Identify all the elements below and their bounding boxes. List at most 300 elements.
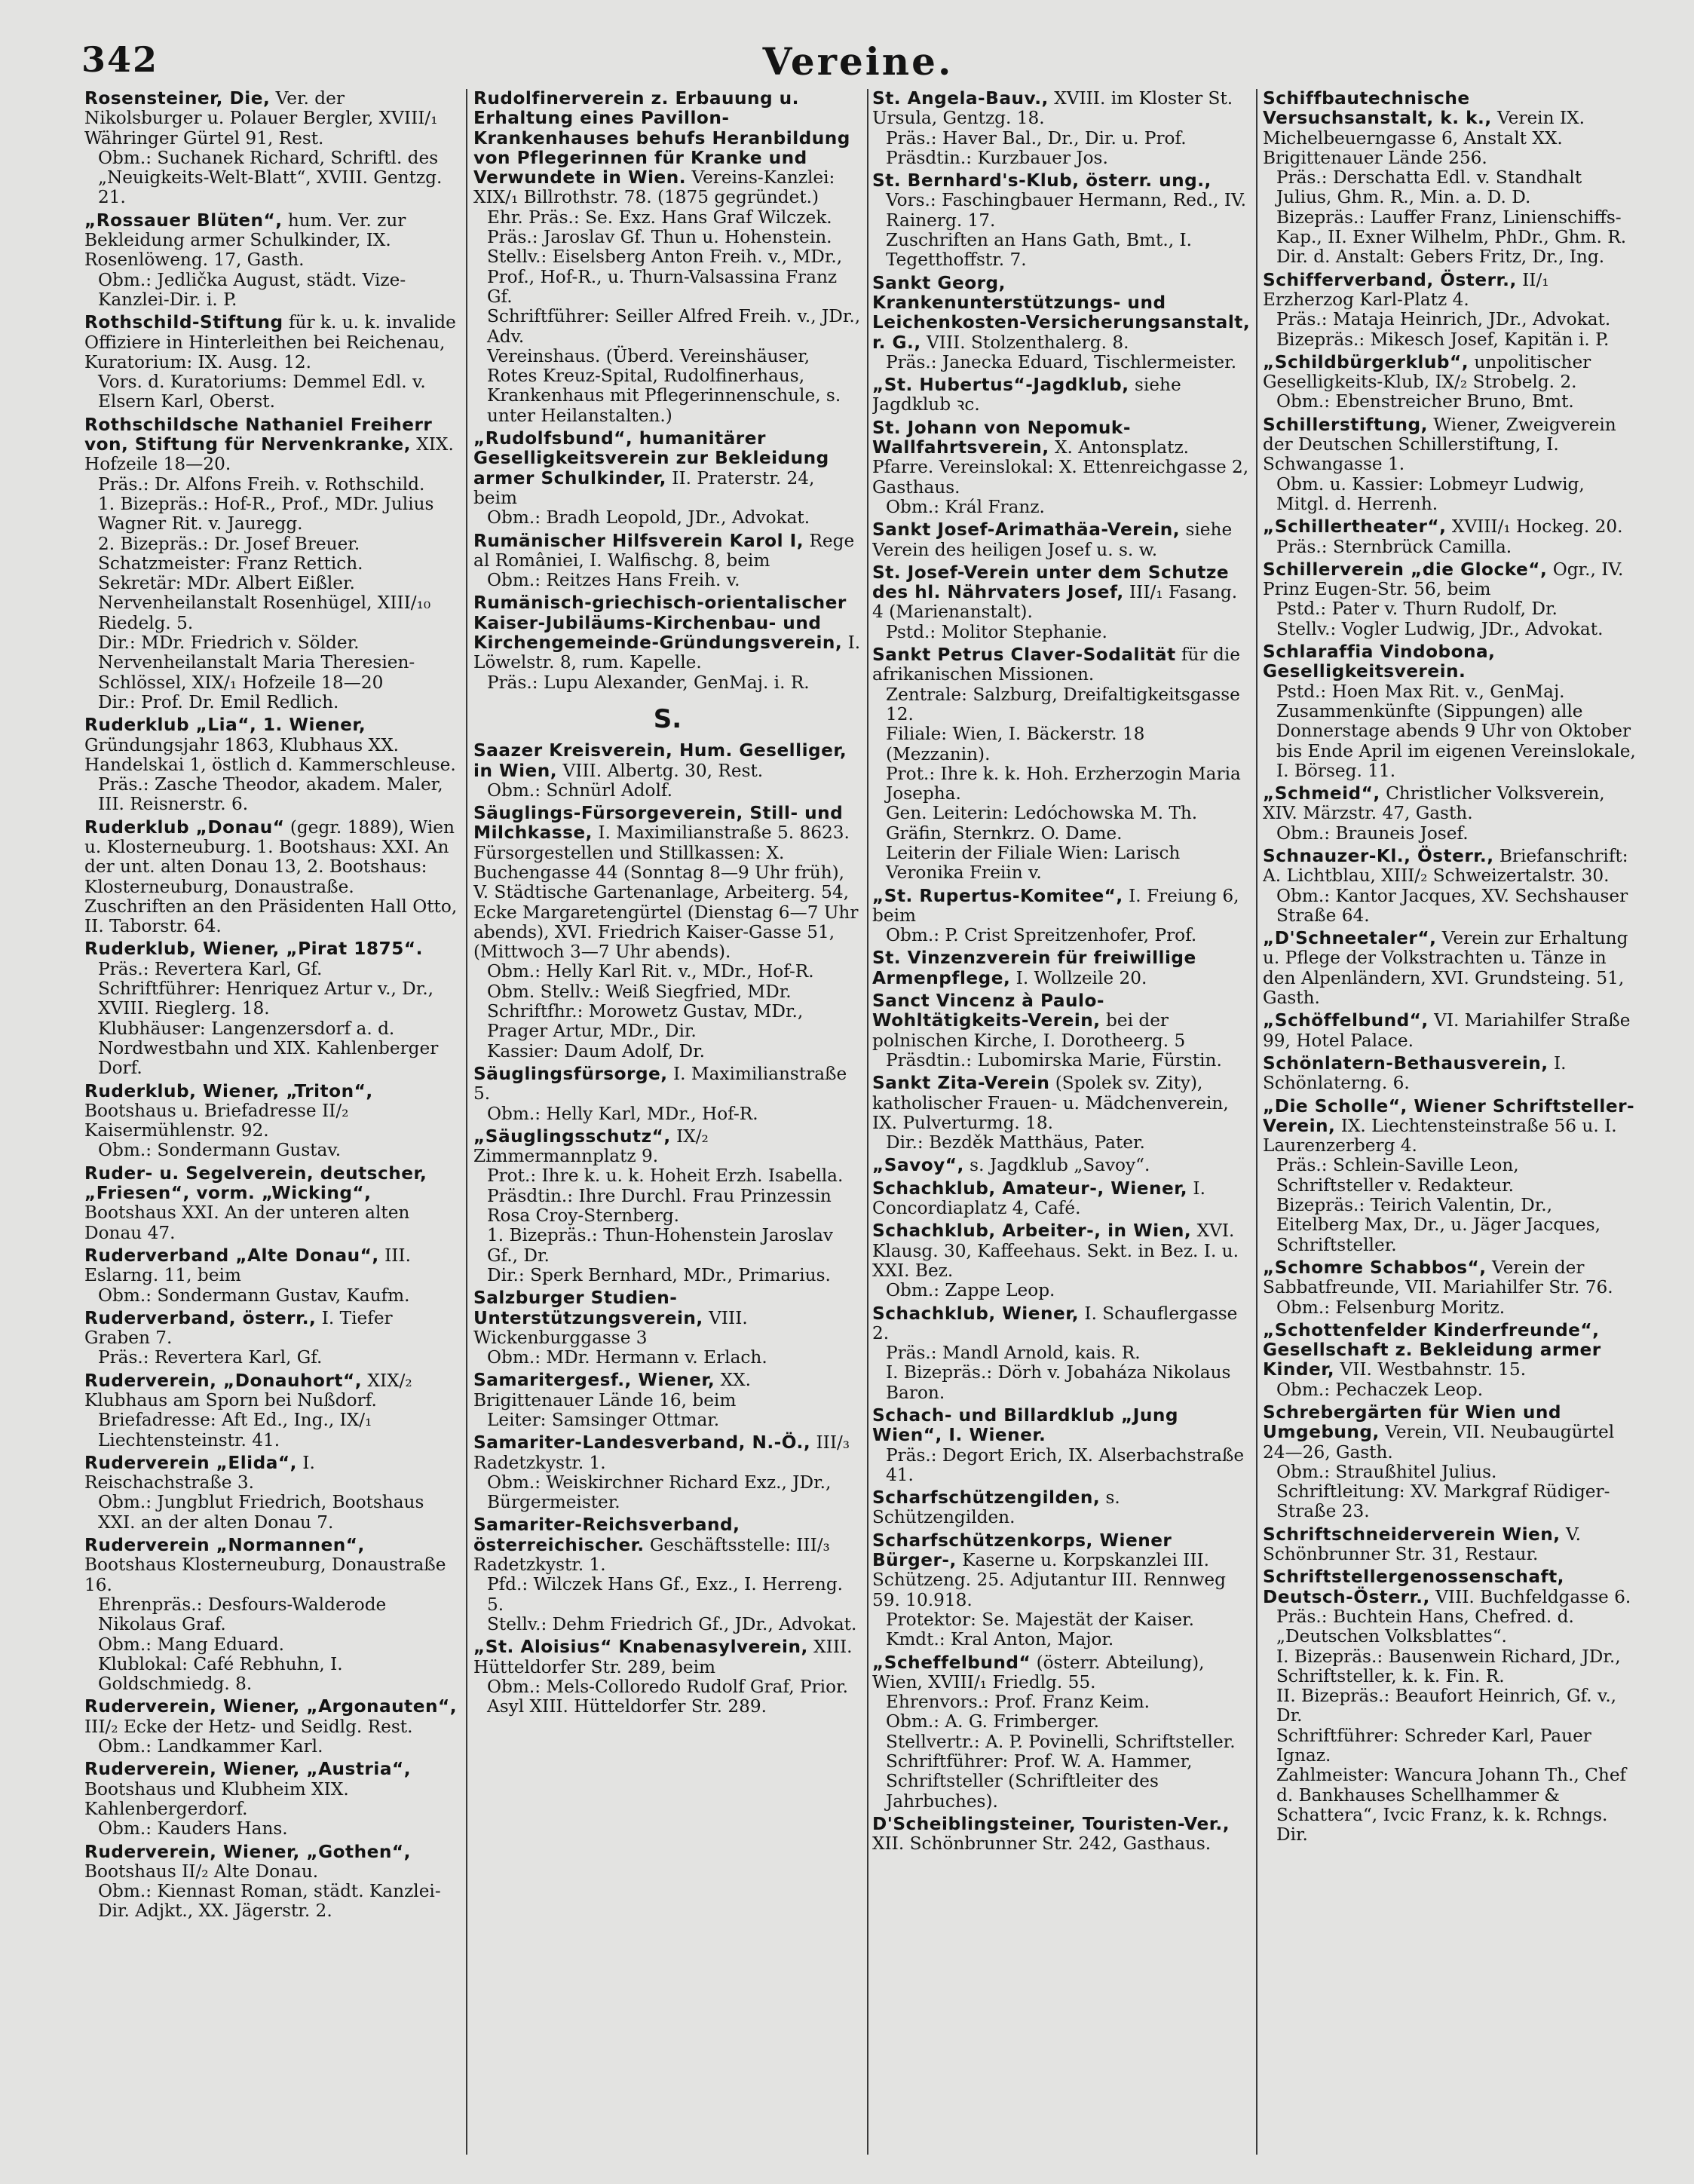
- entry-text: Vereins-Kanzlei: XIX/₁ Billrothstr. 78. (1875 gegründet.): [473, 167, 835, 208]
- entry-detail: Ehr. Präs.: Se. Exz. Hans Graf Wilczek.: [487, 207, 832, 228]
- entry-detail: Präs.: Lupu Alexander, GenMaj. i. R.: [487, 672, 810, 693]
- directory-entry: [872, 948, 1253, 988]
- directory-entry: [1263, 517, 1640, 557]
- entry-detail: Protektor: Se. Majestät der Kaiser.: [886, 1609, 1194, 1630]
- entry-detail: Gen. Leiterin: Ledóchowska M. Th. Gräfin, Sternkrz. O. Dame.: [886, 803, 1198, 844]
- entry-title: Schachklub, Arbeiter-, in Wien,: [872, 1221, 1192, 1242]
- directory-entry: [1263, 1054, 1640, 1094]
- entry-detail: Obm.: Straußhitel Julius.: [1276, 1461, 1497, 1482]
- entry-title: „Schillertheater“,: [1263, 516, 1447, 538]
- entry-detail: 1. Bizepräs.: Hof-R., Prof., MDr. Julius Wagner Rit. v. Jauregg.: [98, 493, 434, 535]
- column-2: [473, 89, 862, 2170]
- entry-detail: Pstd.: Molitor Stephanie.: [886, 621, 1107, 642]
- entry-title: D'Scheiblingsteiner, Touristen-Ver.,: [872, 1813, 1230, 1834]
- entry-title: Ruderverein, Wiener, „Argonauten“,: [84, 1696, 458, 1717]
- directory-entry: [84, 211, 461, 310]
- entry-title: Rothschild-Stiftung: [84, 312, 283, 333]
- entry-text: VIII. Albertg. 30, Rest.: [562, 760, 764, 781]
- entry-detail: Obm.: Suchanek Richard, Schriftl. des „Neuigkeits-Welt-Blatt“, XVIII. Gentzg. 21.: [98, 147, 443, 208]
- entry-text: für k. u. k. invalide Offiziere in Hinterleithen bei Reichenau, Kuratorium: IX. Ausg. 12.: [84, 312, 456, 372]
- entry-text: Bootshaus Klosterneuburg, Donaustraße 16.: [84, 1555, 446, 1595]
- entry-title: Ruderklub, Wiener, „Pirat 1875“.: [84, 939, 423, 960]
- column-4: [1263, 89, 1640, 2170]
- entry-text: XIII. Hütteldorfer Str. 289, beim: [473, 1637, 853, 1677]
- entry-text: XII. Schönbrunner Str. 242, Gasthaus.: [872, 1833, 1212, 1855]
- entry-title: „Säuglingsschutz“,: [473, 1126, 671, 1147]
- entry-title: Schifferverband, Österr.,: [1263, 269, 1517, 290]
- entry-detail: Prot.: Ihre k. u. k. Hoheit Erzh. Isabella.: [487, 1166, 844, 1187]
- entry-detail: Dir.: Prof. Dr. Emil Redlich.: [98, 691, 339, 712]
- entry-detail: Briefadresse: Aft Ed., Ing., IX/₁ Liechtensteinstr. 41.: [98, 1410, 372, 1450]
- entry-text: I. Concordiaplatz 4, Café.: [872, 1178, 1205, 1219]
- directory-entry: [473, 593, 862, 692]
- directory-entry: [473, 804, 862, 1061]
- directory-entry: [1263, 1321, 1640, 1400]
- directory-entry: [473, 741, 862, 801]
- entry-text: Verein, VII. Neubaugürtel 24—26, Gasth.: [1263, 1422, 1615, 1463]
- entry-detail: Pstd.: Hoen Max Rit. v., GenMaj.: [1276, 681, 1565, 702]
- directory-entry: [872, 1156, 1253, 1175]
- directory-entry: [872, 563, 1253, 642]
- entry-title: „St. Hubertus“-Jagdklub,: [872, 375, 1129, 396]
- entry-detail: Obm.: P. Crist Spreitzenhofer, Prof.: [886, 925, 1197, 946]
- entry-detail: Dir. d. Anstalt: Gebers Fritz, Dr., Ing.: [1276, 247, 1605, 268]
- entry-text: III. Eslarng. 11, beim: [84, 1245, 411, 1286]
- entry-text: Rege al României, I. Walfischg. 8, beim: [473, 530, 855, 571]
- entry-detail: Obm.: Sondermann Gustav, Kaufm.: [98, 1285, 410, 1306]
- entry-title: St. Vinzenzverein für freiwillige Armenpflege,: [872, 948, 1196, 988]
- directory-entry: [872, 991, 1253, 1071]
- directory-entry: [872, 887, 1253, 946]
- entry-detail: Obm.: Felsenburg Moritz.: [1276, 1297, 1506, 1318]
- directory-entry: [84, 313, 461, 412]
- entry-title: St. Angela-Bauv.,: [872, 89, 1049, 109]
- entry-title: Salzburger Studien-Unterstützungsverein,: [473, 1288, 703, 1328]
- directory-entry: [84, 1164, 461, 1243]
- entry-title: Rumänisch-griechisch-orientalischer Kaiser-Jubiläums-Kirchenbau- und Kirchengemeinde-Gründungsverein,: [473, 593, 847, 654]
- entry-detail: Pstd.: Pater v. Thurn Rudolf, Dr.: [1276, 599, 1558, 620]
- entry-text: I. Freiung 6, beim: [872, 885, 1239, 926]
- entry-detail: Obm.: Mels-Colloredo Rudolf Graf, Prior. Asyl XIII. Hütteldorfer Str. 289.: [487, 1676, 848, 1717]
- entry-title: „Savoy“,: [872, 1155, 964, 1176]
- directory-entry: [84, 1371, 461, 1450]
- entry-text: II/₁ Erzherzog Karl-Platz 4.: [1263, 269, 1549, 310]
- directory-entry: [1263, 847, 1640, 926]
- entry-title: Sankt Georg, Krankenunterstützungs- und Leichenkosten-Versicherungsanstalt, r. G.,: [872, 272, 1251, 353]
- directory-entry: [872, 171, 1253, 270]
- entry-text: Bootshaus u. Briefadresse II/₂ Kaisermühlenstr. 92.: [84, 1100, 349, 1141]
- entry-detail: Schriftfhr.: Morowetz Gustav, MDr., Prager Artur, MDr., Dir.: [487, 1001, 804, 1042]
- directory-entry: [84, 1842, 461, 1922]
- entry-detail: Obm.: Kauders Hans.: [98, 1818, 288, 1839]
- directory-entry: [84, 1697, 461, 1757]
- entry-title: Ruderverein „Elida“,: [84, 1452, 297, 1473]
- entry-text: VIII. Wickenburggasse 3: [473, 1307, 748, 1348]
- entry-detail: Präsdtin.: Lubomirska Marie, Fürstin.: [886, 1049, 1222, 1071]
- entry-detail: Präs.: Buchtein Hans, Chefred. d. „Deutschen Volksblattes“.: [1276, 1606, 1574, 1647]
- entry-title: Schach- und Billardklub „Jung Wien“, I. Wiener.: [872, 1405, 1178, 1446]
- entry-detail: Obm. u. Kassier: Lobmeyr Ludwig, Mitgl. d. Herrenh.: [1276, 473, 1585, 514]
- entry-title: Schriftschneiderverein Wien,: [1263, 1524, 1561, 1545]
- entry-text: V. Schönbrunner Str. 31, Restaur.: [1263, 1524, 1582, 1565]
- directory-entry: [1263, 929, 1640, 1008]
- entry-detail: Schriftleitung: XV. Markgraf Rüdiger-Straße 23.: [1276, 1481, 1610, 1522]
- entry-detail: Obm.: Helly Karl Rit. v., MDr., Hof-R.: [487, 961, 814, 982]
- entry-title: Rudolfinerverein z. Erbauung u. Erhaltung eines Pavillon-Krankenhauses behufs Heranbildung von Pflegerinnen für Kranke und Verwundete in Wien.: [473, 89, 850, 188]
- entry-detail: Obm.: Jedlička August, städt. Vize-Kanzlei-Dir. i. P.: [98, 269, 406, 310]
- directory-entry: [872, 1074, 1253, 1153]
- entry-title: Sankt Petrus Claver-Sodalität: [872, 645, 1176, 666]
- entry-text: II. Praterstr. 24, beim: [473, 467, 815, 508]
- directory-entry: [84, 1536, 461, 1694]
- entry-detail: Pfd.: Wilczek Hans Gf., Exz., I. Herreng. 5.: [487, 1574, 844, 1615]
- entry-title: „Schmeid“,: [1263, 783, 1380, 804]
- entry-detail: Obm.: Schnürl Adolf.: [487, 780, 673, 801]
- entry-text: III/₁ Fasang. 4 (Marienanstalt).: [872, 582, 1238, 623]
- entry-text: Christlicher Volksverein, XIV. Märzstr. 47, Gasth.: [1263, 783, 1605, 824]
- running-head: Vereine.: [762, 39, 954, 84]
- entry-text: I. Maximilianstraße 5. 8623. Fürsorgestellen und Stillkassen: X. Buchengasse 44 (Sonntag 8—9 Uhr früh), V. Städtische Gartenanlage, Arbeiterg. 54, Ecke Margaretengürtel (Dienstag 6—7 Uhr abends), XVI. Friedrich Kaiser-Gasse 51, (Mittwoch 3—7 Uhr abends).: [473, 822, 859, 963]
- entry-detail: Obm.: Ebenstreicher Bruno, Bmt.: [1276, 391, 1574, 412]
- entry-detail: Stellv.: Vogler Ludwig, JDr., Advokat.: [1276, 618, 1604, 639]
- entry-detail: Präs.: Zasche Theodor, akadem. Maler, III. Reisnerstr. 6.: [98, 774, 443, 815]
- entry-detail: Dir.: MDr. Friedrich v. Sölder.: [98, 633, 360, 654]
- entry-detail: Klubhäuser: Langenzersdorf a. d. Nordwestbahn und XIX. Kahlenberger Dorf.: [98, 1018, 439, 1079]
- directory-entry: [872, 1531, 1253, 1650]
- entry-detail: Nervenheilanstalt Maria Theresien-Schlössel, XIX/₁ Hofzeile 18—20: [98, 652, 415, 693]
- section-letter: S.: [653, 703, 682, 734]
- entry-text: Briefanschrift: A. Lichtblau, XIII/₂ Schweizertalstr. 30.: [1263, 845, 1628, 887]
- entry-detail: Zentrale: Salzburg, Dreifaltigkeitsgasse 12.: [886, 684, 1240, 724]
- entry-detail: Präsdtin.: Kurzbauer Jos.: [886, 147, 1108, 168]
- entry-detail: Obm. Stellv.: Weiß Siegfried, MDr.: [487, 981, 792, 1002]
- entry-detail: Präs.: Dr. Alfons Freih. v. Rothschild.: [98, 473, 425, 495]
- directory-entry: [1263, 1097, 1640, 1255]
- entry-detail: Schriftführer: Prof. W. A. Hammer, Schriftsteller (Schriftleiter des Jahrbuches).: [886, 1751, 1193, 1812]
- entry-detail: Stellvertr.: A. P. Povinelli, Schriftsteller.: [886, 1731, 1236, 1752]
- entry-text: VIII. Stolzenthalerg. 8.: [927, 332, 1129, 353]
- entry-title: Rumänischer Hilfsverein Karol I,: [473, 530, 804, 551]
- entry-detail: Obm.: A. G. Frimberger.: [886, 1711, 1100, 1732]
- entry-title: Säuglings-Fürsorgeverein, Still- und Milchkasse,: [473, 803, 844, 844]
- entry-detail: Bizepräs.: Lauffer Franz, Linienschiffs-Kap., II. Exner Wilhelm, PhDr., Ghm. R.: [1276, 207, 1627, 248]
- entry-detail: Ehrenpräs.: Desfours-Walderode Nikolaus Graf.: [98, 1594, 387, 1635]
- directory-entry: [1263, 271, 1640, 350]
- entry-text: I. Wollzeile 20.: [1015, 967, 1147, 988]
- entry-title: Rothschildsche Nathaniel Freiherr von, Stiftung für Nervenkranke,: [84, 414, 433, 455]
- entry-title: Ruderklub, Wiener, „Triton“,: [84, 1080, 373, 1101]
- directory-entry: [473, 1515, 862, 1634]
- entry-title: Schnauzer-Kl., Österr.,: [1263, 845, 1494, 866]
- entry-detail: Ehrenvors.: Prof. Franz Keim.: [886, 1692, 1150, 1713]
- entry-title: St. Josef-Verein unter dem Schutze des hl. Nährvaters Josef,: [872, 562, 1230, 603]
- directory-entry: [1263, 1258, 1640, 1318]
- entry-detail: Zusammenkünfte (Sippungen) alle Donnerstage abends 9 Uhr von Oktober bis Ende April im eigenen Vereinslokale, I. Börseg. 11.: [1276, 700, 1636, 781]
- directory-entry: [1263, 1403, 1640, 1522]
- entry-detail: Obm.: Jungblut Friedrich, Bootshaus XXI. an der alten Donau 7.: [98, 1492, 424, 1533]
- entry-detail: Präs.: Degort Erich, IX. Alserbachstraße 41.: [886, 1444, 1245, 1485]
- directory-entry: [473, 1637, 862, 1717]
- directory-entry: [872, 1221, 1253, 1300]
- entry-title: Ruderverein, Wiener, „Austria“,: [84, 1759, 412, 1780]
- entry-detail: Obm.: Weiskirchner Richard Exz., JDr., Bürgermeister.: [487, 1472, 832, 1513]
- entry-title: Scharfschützenkorps, Wiener Bürger-,: [872, 1530, 1172, 1571]
- entry-text: I. Tiefer Graben 7.: [84, 1307, 393, 1349]
- entry-detail: Leiter: Samsinger Ottmar.: [487, 1410, 720, 1430]
- entry-text: hum. Ver. zur Bekleidung armer Schulkinder, IX. Rosenlöweng. 17, Gasth.: [84, 210, 406, 271]
- entry-title: Ruderverein, Wiener, „Gothen“,: [84, 1841, 411, 1862]
- entry-detail: Kassier: Daum Adolf, Dr.: [487, 1040, 706, 1061]
- entry-detail: Obm.: Král Franz.: [886, 496, 1045, 517]
- entry-text: Verein der Sabbatfreunde, VII. Mariahilfer Str. 76.: [1263, 1257, 1613, 1298]
- column-3: [872, 89, 1253, 2170]
- entry-title: „Rudolfsbund“, humanitärer Geselligkeitsverein zur Bekleidung armer Schulkinder,: [473, 428, 829, 489]
- entry-detail: Schatzmeister: Franz Rettich.: [98, 553, 363, 574]
- directory-entry: [1263, 89, 1640, 268]
- entry-title: „Schomre Schabbos“,: [1263, 1257, 1487, 1278]
- entry-text: VII. Westbahnstr. 15.: [1340, 1359, 1527, 1380]
- entry-detail: Präs.: Jaroslav Gf. Thun u. Hohenstein.: [487, 227, 832, 248]
- entry-title: „D'Schneetaler“,: [1263, 928, 1437, 949]
- entry-text: Verein IX. Michelbeuerngasse 6, Anstalt XX. Brigittenauer Lände 256.: [1263, 108, 1585, 168]
- entry-title: Ruderverband „Alte Donau“,: [84, 1245, 379, 1266]
- entry-detail: Filiale: Wien, I. Bäckerstr. 18 (Mezzanin).: [886, 724, 1145, 764]
- entry-title: „Scheffelbund“: [872, 1652, 1031, 1673]
- directory-entry: [84, 715, 461, 814]
- entry-text: unpolitischer Geselligkeits-Klub, IX/₂ Strobelg. 2.: [1263, 351, 1591, 393]
- entry-detail: 1. Bizepräs.: Thun-Hohenstein Jaroslav Gf., Dr.: [487, 1225, 834, 1266]
- entry-text: s. Jagdklub „Savoy“.: [970, 1155, 1150, 1176]
- directory-entry: [872, 1488, 1253, 1528]
- entry-text: Ver. der Nikolsburger u. Polauer Bergler, XVIII/₁ Währinger Gürtel 91, Rest.: [84, 89, 438, 149]
- entry-text: Gründungsjahr 1863, Klubhaus XX. Handelskai 1, östlich d. Kammerschleuse.: [84, 734, 456, 775]
- directory-entry: [473, 89, 862, 426]
- entry-text: I. Maximilianstraße 5.: [473, 1063, 847, 1104]
- entry-text: Kaserne u. Korpskanzlei III. Schützeng. 25. Adjutantur III. Rennweg 59. 10.918.: [872, 1550, 1226, 1610]
- entry-detail: Präs.: Janecka Eduard, Tischlermeister.: [886, 351, 1237, 372]
- directory-entry: [473, 531, 862, 591]
- entry-text: Ogr., IV. Prinz Eugen-Str. 56, beim: [1263, 559, 1624, 600]
- entry-title: Schillerstiftung,: [1263, 414, 1428, 435]
- directory-entry: [84, 89, 461, 208]
- entry-title: Sankt Zita-Verein: [872, 1073, 1050, 1094]
- entry-title: Ruderverein „Normannen“,: [84, 1535, 365, 1556]
- entry-title: Saazer Kreisverein, Hum. Geselliger, in Wien,: [473, 740, 847, 781]
- entry-text: (österr. Abteilung), Wien, XVIII/₁ Friedlg. 55.: [872, 1652, 1205, 1692]
- entry-detail: Obm.: Bradh Leopold, JDr., Advokat.: [487, 507, 810, 528]
- entry-detail: Obm.: Kiennast Roman, städt. Kanzlei-Dir. Adjkt., XX. Jägerstr. 2.: [98, 1881, 441, 1922]
- entry-text: XVIII. im Kloster St. Ursula, Gentzg. 18.: [872, 89, 1233, 129]
- directory-entry: [872, 1179, 1253, 1219]
- entry-title: Ruder- u. Segelverein, deutscher, „Friesen“, vorm. „Wicking“,: [84, 1162, 427, 1204]
- entry-detail: Obm.: Mang Eduard.: [98, 1634, 284, 1655]
- entry-title: Scharfschützengilden,: [872, 1487, 1101, 1509]
- entry-detail: 2. Bizepräs.: Dr. Josef Breuer.: [98, 533, 360, 554]
- column-rule: [466, 89, 467, 2155]
- directory-entry: [473, 1288, 862, 1368]
- entry-title: „St. Aloisius“ Knabenasylverein,: [473, 1637, 808, 1658]
- entry-title: Säuglingsfürsorge,: [473, 1063, 668, 1084]
- entry-title: Rosensteiner, Die,: [84, 89, 271, 109]
- directory-entry: [1263, 642, 1640, 781]
- directory-entry: [84, 1760, 461, 1839]
- directory-entry: [1263, 560, 1640, 639]
- entry-title: Schlaraffia Vindobona, Geselligkeitsverein.: [1263, 642, 1496, 682]
- entry-text: Verein zur Erhaltung u. Pflege der Volkstrachten u. Tänze in den Alpenländern, XVI. Grundsteing. 51, Gasth.: [1263, 928, 1628, 1009]
- entry-detail: Schriftführer: Schreder Karl, Pauer Ignaz.: [1276, 1725, 1591, 1766]
- entry-detail: Stellv.: Eiselsberg Anton Freih. v., MDr., Prof., Hof-R., u. Thurn-Valsassina Franz Gf.: [487, 247, 843, 307]
- entry-detail: Zuschriften an Hans Gath, Bmt., I. Tegetthoffstr. 7.: [886, 230, 1192, 271]
- entry-title: Samaritergesf., Wiener,: [473, 1370, 715, 1391]
- entry-detail: Präs.: Haver Bal., Dr., Dir. u. Prof.: [886, 127, 1187, 149]
- column-1: [84, 89, 461, 2170]
- directory-entry: [872, 375, 1253, 415]
- entry-title: Schachklub, Amateur-, Wiener,: [872, 1178, 1188, 1199]
- entry-detail: Obm.: Zappe Leop.: [886, 1280, 1055, 1301]
- entry-text: XVIII/₁ Hockeg. 20.: [1451, 516, 1623, 538]
- entry-detail: Obm.: Sondermann Gustav.: [98, 1140, 342, 1161]
- entry-text: s. Schützengilden.: [872, 1487, 1120, 1528]
- directory-entry: [473, 1433, 862, 1512]
- page-number: 342: [81, 39, 159, 80]
- entry-title: Ruderverein, „Donauhort“,: [84, 1370, 363, 1391]
- directory-entry: [1263, 784, 1640, 844]
- entry-text: XIX/₂ Klubhaus am Sporn bei Nußdorf.: [84, 1370, 412, 1411]
- entry-detail: I. Bizepräs.: Bausenwein Richard, JDr., Schriftsteller, k. k. Fin. R.: [1276, 1646, 1621, 1686]
- entry-detail: Nervenheilanstalt Rosenhügel, XIII/₁₀ Riedelg. 5.: [98, 593, 431, 633]
- entry-detail: Vereinshaus. (Überd. Vereinshäuser, Rotes Kreuz-Spital, Rudolfinerhaus, Krankenhaus mit Pflegerinnenschule, s. unter Heilanstalten.): [487, 345, 841, 426]
- entry-detail: Kmdt.: Kral Anton, Major.: [886, 1629, 1114, 1650]
- directory-entry: [872, 418, 1253, 517]
- entry-detail: Schriftführer: Seiller Alfred Freih. v., JDr., Adv.: [487, 306, 861, 347]
- directory-entry: [473, 1064, 862, 1124]
- entry-detail: Obm.: MDr. Hermann v. Erlach.: [487, 1347, 767, 1368]
- entry-detail: Präs.: Revertera Karl, Gf.: [98, 1347, 323, 1368]
- entry-title: Sankt Josef-Arimathäa-Verein,: [872, 519, 1181, 541]
- directory-entry: [1263, 1525, 1640, 1565]
- entry-text: (Spolek sv. Zity), katholischer Frauen- u. Mädchenverein, IX. Pulverturmg. 18.: [872, 1073, 1229, 1133]
- entry-text: VI. Mariahilfer Straße 99, Hotel Palace.: [1263, 1010, 1631, 1051]
- entry-text: Geschäftsstelle: III/₃ Radetzkystr. 1.: [473, 1534, 830, 1576]
- entry-text: XVI. Klausg. 30, Kaffeehaus. Sekt. in Bez. I. u. XXI. Bez.: [872, 1221, 1239, 1281]
- entry-detail: Obm.: Pechaczek Leop.: [1276, 1379, 1484, 1400]
- column-rule: [1256, 89, 1257, 2155]
- entry-detail: Obm.: Landkammer Karl.: [98, 1736, 323, 1757]
- directory-entry: [84, 1453, 461, 1533]
- entry-detail: Schriftführer: Henriquez Artur v., Dr., XVIII. Rieglerg. 18.: [98, 979, 434, 1019]
- directory-entry: [872, 1304, 1253, 1403]
- directory-entry: [1263, 353, 1640, 412]
- entry-detail: Präsdtin.: Ihre Durchl. Frau Prinzessin Rosa Croy-Sternberg.: [487, 1185, 832, 1227]
- entry-title: Sanct Vincenz à Paulo-Wohltätigkeits-Verein,: [872, 991, 1105, 1031]
- entry-text: Bootshaus II/₂ Alte Donau.: [84, 1861, 319, 1882]
- entry-title: Schönlatern-Bethausverein,: [1263, 1052, 1548, 1074]
- entry-detail: Bizepräs.: Mikesch Josef, Kapitän i. P.: [1276, 329, 1610, 350]
- entry-text: I. Schauflergasse 2.: [872, 1303, 1238, 1343]
- page-header: [81, 39, 1634, 84]
- entry-text: für die afrikanischen Missionen.: [872, 645, 1240, 685]
- entry-detail: Präs.: Revertera Karl, Gf.: [98, 958, 323, 979]
- directory-entry: [872, 520, 1253, 560]
- entry-text: I. Schönlaterng. 6.: [1263, 1052, 1567, 1094]
- entry-title: „St. Rupertus-Komitee“,: [872, 885, 1123, 906]
- directory-entry: [872, 645, 1253, 884]
- directory-entry: [473, 429, 862, 528]
- entry-text: X. Antonsplatz. Pfarre. Vereinslokal: X. Ettenreichgasse 2, Gasthaus.: [872, 437, 1249, 498]
- entry-text: (gegr. 1889), Wien u. Klosterneuburg. 1. Bootshaus: XXI. An der unt. alten Donau 13, 2. Bootshaus: Klosterneuburg, Donaustraße. Zuschriften an den Präsidenten Hall Otto, II. Taborstr. 64.: [84, 816, 458, 937]
- directory-entry: [872, 89, 1253, 168]
- directory-entry: [84, 818, 461, 937]
- entry-text: I. Reischachstraße 3.: [84, 1452, 315, 1493]
- entry-detail: Zahlmeister: Wancura Johann Th., Chef d. Bankhauses Schellhammer & Schattera“, Ivcic Franz, k. k. Rchngs. Dir.: [1276, 1765, 1627, 1846]
- entry-detail: Vors.: Faschingbauer Hermann, Red., IV. Rainerg. 17.: [886, 190, 1247, 231]
- directory-entry: [1263, 1011, 1640, 1051]
- entry-detail: Klublokal: Café Rebhuhn, I. Goldschmiedg. 8.: [98, 1653, 343, 1695]
- entry-text: Wiener, Zweigverein der Deutschen Schillerstiftung, I. Schwangasse 1.: [1263, 414, 1616, 475]
- entry-detail: Prot.: Ihre k. k. Hoh. Erzherzogin Maria Josepha.: [886, 763, 1241, 804]
- entry-text: Bootshaus XXI. An der unteren alten Donau 47.: [84, 1202, 410, 1243]
- entry-title: Ruderklub „Donau“: [84, 816, 285, 838]
- entry-text: III/₃ Radetzkystr. 1.: [473, 1432, 850, 1473]
- entry-detail: Leiterin der Filiale Wien: Larisch Veronika Freiin v.: [886, 842, 1181, 884]
- directory-entry: [84, 1246, 461, 1306]
- directory-entry: [872, 1653, 1253, 1812]
- entry-text: VIII. Buchfeldgasse 6.: [1435, 1586, 1631, 1607]
- directory-entry: [84, 415, 461, 712]
- entry-title: „Schöffelbund“,: [1263, 1010, 1429, 1031]
- entry-text: I. Löwelstr. 8, rum. Kapelle.: [473, 633, 861, 673]
- column-rule: [867, 89, 868, 2155]
- entry-detail: II. Bizepräs.: Beaufort Heinrich, Gf. v., Dr.: [1276, 1686, 1617, 1726]
- entry-detail: Obm.: Kantor Jacques, XV. Sechshauser Straße 64.: [1276, 885, 1628, 926]
- directory-entry: [473, 1371, 862, 1430]
- entry-title: Ruderverband, österr.,: [84, 1307, 317, 1328]
- entry-text: XIX. Hofzeile 18—20.: [84, 434, 454, 475]
- entry-detail: Obm.: Helly Karl, MDr., Hof-R.: [487, 1103, 758, 1124]
- entry-title: „Schottenfelder Kinderfreunde“, Gesellschaft z. Bekleidung armer Kinder,: [1263, 1319, 1601, 1380]
- directory-entry: [1263, 415, 1640, 514]
- entry-detail: Bizepräs.: Teirich Valentin, Dr., Eitelberg Max, Dr., u. Jäger Jacques, Schriftsteller.: [1276, 1195, 1601, 1255]
- entry-title: „Die Scholle“, Wiener Schriftsteller-Verein,: [1263, 1095, 1635, 1136]
- directory-entry: [84, 939, 461, 1078]
- entry-detail: Präs.: Mataja Heinrich, JDr., Advokat.: [1276, 309, 1611, 330]
- entry-text: IX/₂ Zimmermannplatz 9.: [473, 1126, 709, 1167]
- entry-title: „Schildbürgerklub“,: [1263, 351, 1469, 372]
- entry-text: bei der polnischen Kirche, I. Dorotheerg. 5: [872, 1010, 1186, 1051]
- entry-title: Schrebergärten für Wien und Umgebung,: [1263, 1402, 1561, 1443]
- entry-detail: Stellv.: Dehm Friedrich Gf., JDr., Advokat.: [487, 1613, 857, 1634]
- entry-detail: Vors. d. Kuratoriums: Demmel Edl. v. Elsern Karl, Oberst.: [98, 372, 426, 412]
- entry-detail: Obm.: Reitzes Hans Freih. v.: [487, 570, 740, 591]
- directory-entry: [872, 1406, 1253, 1485]
- entry-title: „Rossauer Blüten“,: [84, 210, 283, 231]
- directory-entry: [473, 1127, 862, 1285]
- directory-entry: [872, 1815, 1253, 1855]
- directory-entry: [84, 1309, 461, 1368]
- entry-detail: Sekretär: MDr. Albert Eißler.: [98, 573, 355, 594]
- entry-text: III/₂ Ecke der Hetz- und Seidlg. Rest.: [84, 1716, 413, 1737]
- entry-detail: Dir.: Bezděk Matthäus, Pater.: [886, 1132, 1145, 1153]
- entry-detail: Obm.: Brauneis Josef.: [1276, 822, 1469, 844]
- entry-text: Bootshaus und Klubheim XIX. Kahlenbergerdorf.: [84, 1778, 349, 1819]
- entry-detail: Präs.: Schlein-Saville Leon, Schriftsteller v. Redakteur.: [1276, 1155, 1519, 1196]
- entry-title: Schiffbautechnische Versuchsanstalt, k. k.,: [1263, 89, 1492, 129]
- entry-title: Samariter-Reichsverband, österreichischer.: [473, 1515, 740, 1555]
- entry-title: St. Johann von Nepomuk-Wallfahrtsverein,: [872, 417, 1131, 458]
- directory-entry: [84, 1082, 461, 1161]
- entry-text: IX. Liechtensteinstraße 56 u. I. Laurenzerberg 4.: [1263, 1115, 1617, 1156]
- entry-title: Samariter-Landesverband, N.-Ö.,: [473, 1432, 811, 1453]
